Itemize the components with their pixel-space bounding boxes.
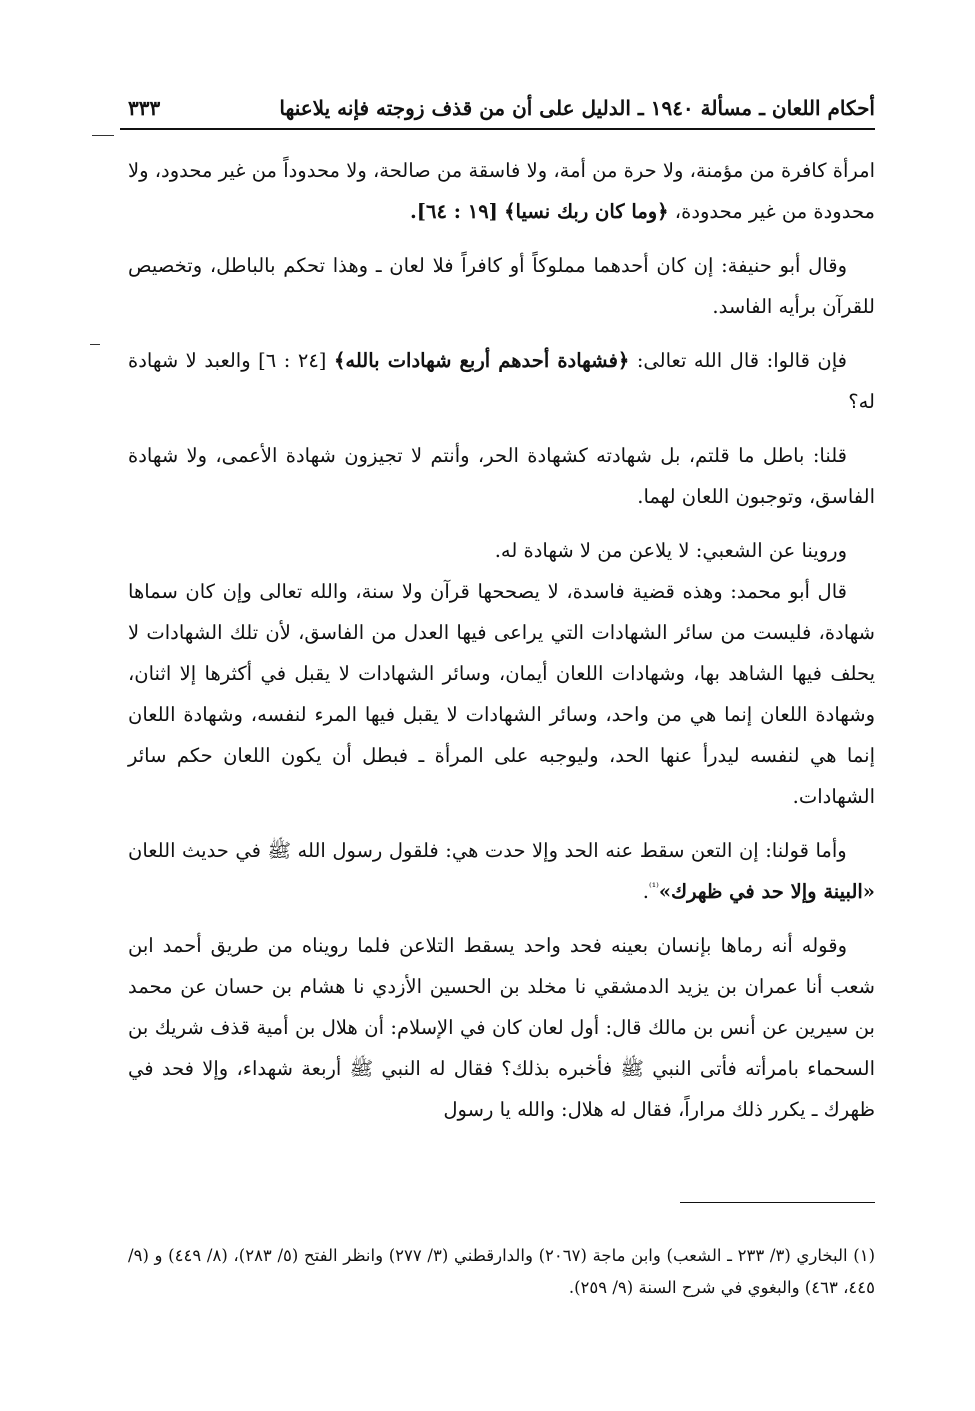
text-run: [٢٤ : ٦] والعبد لا شهادة له؟	[128, 349, 875, 413]
footnote-rule	[680, 1202, 875, 1203]
text-run: قلنا: باطل ما قلتم، بل شهادته كشهادة الحر، وأنتم لا تجيزون شهادة الأعمى، ولا شهادة الفاسق، وتوجبون اللعان لهما.	[128, 444, 875, 508]
verse-reference: [١٩ : ٦٤].	[409, 200, 498, 223]
text-run: وأما قولنا: إن التعن سقط عنه الحد وإلا حدت هي: فلقول رسول الله ﷺ في حديث اللعان	[128, 839, 847, 862]
text-run: وروينا عن الشعبي: لا يلاعن من لا شهادة له.	[494, 539, 847, 562]
footnote: (١) البخاري (٣/ ٢٣٣ ـ الشعب) وابن ماجة (٢٠٦٧) والدارقطني (٣/ ٢٧٧) وانظر الفتح (٥/ ٢٨٣)، (٨/ ٤٤٩) و (٩/ ٤٤٥، ٤٦٣) والبغوي في شرح السنة (٩/ ٢٥٩).	[128, 1246, 875, 1297]
quran-verse: ﴿فشهادة أحدهم أربع شهادات بالله﴾	[333, 349, 630, 372]
paragraph	[128, 150, 875, 232]
page-number: ٣٣٣	[128, 96, 161, 120]
paragraph	[128, 830, 875, 912]
footnotes	[128, 1240, 875, 1304]
page-header	[128, 88, 875, 128]
header-rule	[120, 128, 875, 130]
paragraph	[128, 435, 875, 517]
text-run: قال أبو محمد: وهذه قضية فاسدة، لا يصححها قرآن ولا سنة، والله تعالى وإن كان سماها شهادة، فليست من سائر الشهادات التي يراعى فيها العدل من الفاسق، لأن تلك الشهادات لا يحلف فيها الشاهد بها، وشهادات اللعان أيمان، وسائر الشهادات لا يقبل في أكثرها إلا اثنان، وشهادة اللعان إنما هي من واحد، وسائر الشهادات لا يقبل فيها المرء لنفسه، وشهادة اللعان إنما هي لنفسه ليدرأ عنها الحد، وليوجبه على المرأة ـ فبطل أن يكون اللعان حكم سائر الشهادات.	[128, 580, 875, 808]
paragraph	[128, 340, 875, 422]
paragraph	[128, 530, 875, 571]
hadith-quote: «البينة وإلا حد في ظهرك»	[658, 880, 875, 903]
footnote-marker[interactable]: ⁽¹⁾	[649, 880, 659, 894]
paragraph	[128, 245, 875, 327]
text-run: امرأة كافرة من مؤمنة، ولا حرة من أمة، ولا فاسقة من صالحة، ولا محدوداً من غير محدود، ولا محدودة من غير محدودة،	[128, 159, 875, 223]
main-text	[128, 150, 875, 1143]
margin-mark	[92, 135, 114, 136]
margin-mark	[90, 344, 100, 345]
text-run: فإن قالوا: قال الله تعالى:	[629, 349, 847, 372]
paragraph	[128, 925, 875, 1130]
running-title: أحكام اللعان ـ مسألة ١٩٤٠ ـ الدليل على أن من قذف زوجته فإنه يلاعنها	[279, 96, 875, 120]
text-run: وقال أبو حنيفة: إن كان أحدهما مملوكاً أو كافراً فلا لعان ـ وهذا تحكم بالباطل، وتخصيص للقرآن برأيه الفاسد.	[128, 254, 875, 318]
text-run: .	[642, 880, 649, 903]
text-run: وقوله أنه رماها بإنسان بعينه فحد واحد يسقط التلاعن فلما رويناه من طريق أحمد ابن شعب أنا عمران بن يزيد الدمشقي نا مخلد بن الحسين الأزدي نا هشام بن حسان عن محمد بن سيرين عن أنس بن مالك قال: أول لعان كان في الإسلام: أن هلال بن أمية قذف شريك بن السحماء بامرأته فأتى النبي ﷺ فأخبره بذلك؟ فقال له النبي ﷺ أربعة شهداء، وإلا فحد في ظهرك ـ يكرر ذلك مراراً، فقال له هلال: والله يا رسول	[128, 934, 875, 1121]
paragraph	[128, 571, 875, 817]
quran-verse: ﴿وما كان ربك نسيا﴾	[504, 200, 669, 223]
